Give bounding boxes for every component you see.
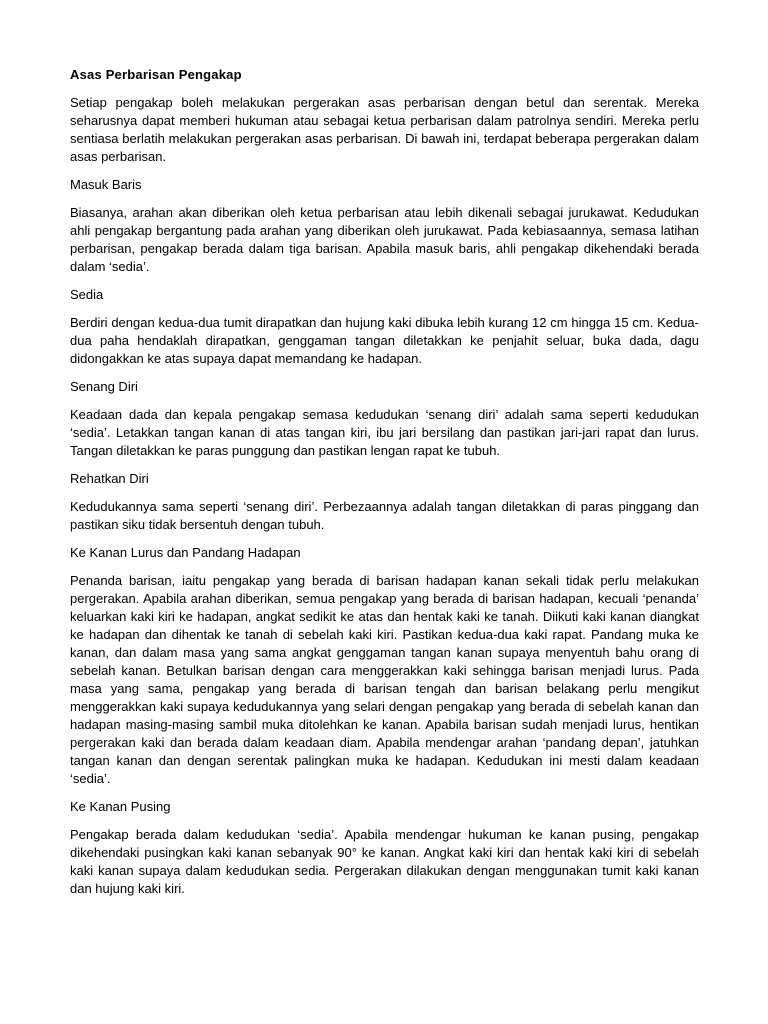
section-paragraph: Berdiri dengan kedua-dua tumit dirapatkan dan hujung kaki dibuka lebih kurang 12 cm hingga 15 cm. Kedua-dua paha hendaklah dirapatkan, genggaman tangan diletakkan ke penjahit seluar, buka dada, dagu didongakkan ke atas supaya dapat memandang ke hadapan. (70, 315, 699, 366)
section-paragraph: Keadaan dada dan kepala pengakap semasa kedudukan ‘senang diri’ adalah sama seperti kedudukan ‘sedia’. Letakkan tangan kanan di atas tangan kiri, ibu jari bersilang dan pastikan jari-jari rapat dan lurus. Tangan diletakkan ke paras punggung dan pastikan lengan rapat ke tubuh. (70, 407, 699, 458)
document-title: Asas Perbarisan Pengakap (70, 67, 242, 82)
section-rehatkan-diri (70, 470, 699, 534)
section-heading: Ke Kanan Pusing (70, 799, 171, 814)
section-heading: Senang Diri (70, 379, 138, 394)
section-paragraph: Kedudukannya sama seperti ‘senang diri’. Perbezaannya adalah tangan diletakkan di paras pinggang dan pastikan siku tidak bersentuh dengan tubuh. (70, 499, 699, 532)
section-paragraph: Penanda barisan, iaitu pengakap yang berada di barisan hadapan kanan sekali tidak perlu melakukan pergerakan. Apabila arahan diberikan, semua pengakap yang berada di barisan hadapan, kecuali ‘penanda’ keluarkan kaki kiri ke hadapan, angkat sedikit ke atas dan hentak kaki ke tanah. Diikuti kaki kanan diangkat ke hadapan dan dihentak ke tanah di sebelah kaki kiri. Pastikan kedua-dua kaki rapat. Pandang muka ke kanan, dan dalam masa yang sama angkat genggaman tangan kanan supaya menyentuh bahu orang di sebelah kanan. Betulkan barisan dengan cara menggerakkan kaki sehingga barisan menjadi lurus. Pada masa yang sama, pengakap yang berada di barisan tengah dan barisan belakang perlu mengikut menggerakkan kaki supaya kedudukannya yang selari dengan pengakap yang berada di sebelah kanan dan hadapan masing-masing sambil muka ditolehkan ke kanan. Apabila barisan sudah menjadi lurus, hentikan pergerakan kaki dan berada dalam keadaan diam. Apabila mendengar arahan ‘pandang depan’, jatuhkan tangan kanan dan dengan serentak palingkan muka ke hadapan. Kedudukan ini mesti dalam keadaan ‘sedia’. (70, 573, 699, 786)
section-masuk-baris (70, 176, 699, 276)
section-heading: Sedia (70, 287, 104, 302)
document-page (70, 66, 699, 908)
section-heading: Masuk Baris (70, 177, 142, 192)
section-ke-kanan-pusing (70, 798, 699, 898)
section-heading: Ke Kanan Lurus dan Pandang Hadapan (70, 545, 301, 560)
section-paragraph: Pengakap berada dalam kedudukan ‘sedia’. Apabila mendengar hukuman ke kanan pusing, pengakap dikehendaki pusingkan kaki kanan sebanyak 90° ke kanan. Angkat kaki kiri dan hentak kaki kiri di sebelah kaki kanan supaya dalam kedudukan sedia. Pergerakan dilakukan dengan menggunakan tumit kaki kanan dan hujung kaki kiri. (70, 827, 699, 896)
intro-paragraph: Setiap pengakap boleh melakukan pergerakan asas perbarisan dengan betul dan serentak. Mereka seharusnya dapat memberi hukuman atau sebagai ketua perbarisan dalam patrolnya sendiri. Mereka perlu sentiasa berlatih melakukan pergerakan asas perbarisan. Di bawah ini, terdapat beberapa pergerakan dalam asas perbarisan. (70, 95, 699, 164)
section-heading: Rehatkan Diri (70, 471, 149, 486)
section-paragraph: Biasanya, arahan akan diberikan oleh ketua perbarisan atau lebih dikenali sebagai jurukawat. Kedudukan ahli pengakap bergantung pada arahan yang diberikan oleh jurukawat. Pada kebiasaannya, semasa latihan perbarisan, pengakap berada dalam tiga barisan. Apabila masuk baris, ahli pengakap dikehendaki berada dalam ‘sedia’. (70, 205, 699, 274)
section-sedia (70, 286, 699, 368)
section-ke-kanan-lurus (70, 544, 699, 788)
section-senang-diri (70, 378, 699, 460)
